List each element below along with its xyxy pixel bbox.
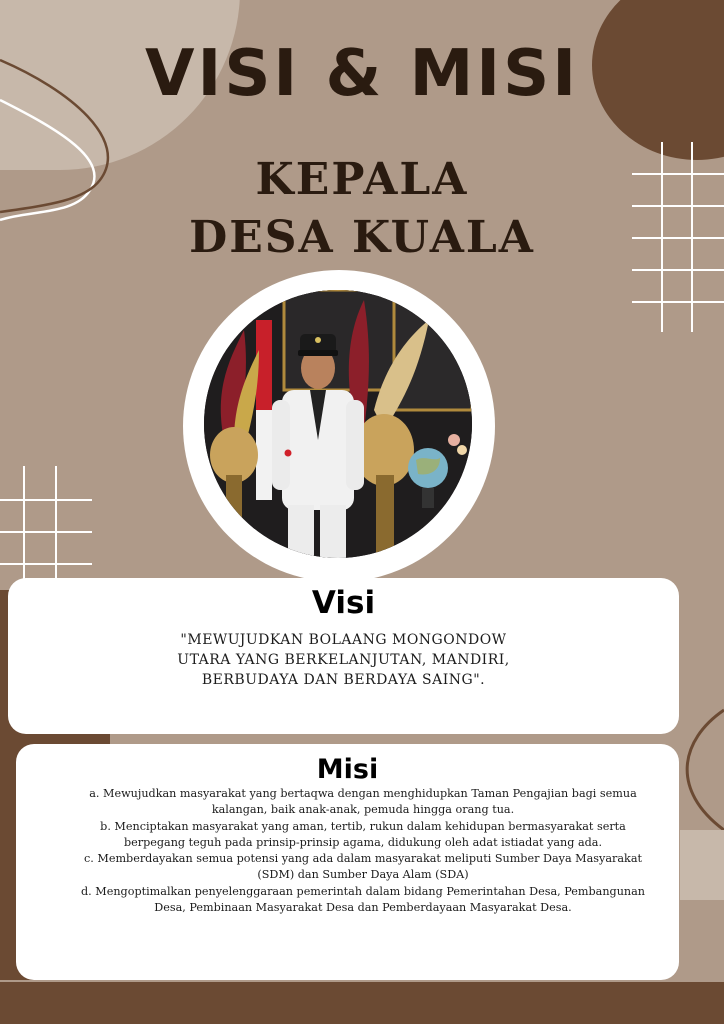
misi-item: d. Mengoptimalkan penyelenggaraan pemerintah dalam bidang Pemerintahan Desa, Pembangunan Desa, Pembinaan Masyarakat Desa dan Pemberdayaan Masyarakat Desa. xyxy=(81,884,645,915)
visi-line: UTARA YANG BERKELANJUTAN, MANDIRI, xyxy=(177,652,510,668)
misi-item: a. Mewujudkan masyarakat yang bertaqwa dengan menghidupkan Taman Pengajian bagi semua kalangan, baik anak-anak, pemuda hingga orang tua. xyxy=(89,787,637,817)
misi-card xyxy=(16,744,679,980)
misi-list xyxy=(68,786,658,916)
decor-band-bottom xyxy=(0,982,724,1024)
visi-line: "MEWUJUDKAN BOLAANG MONGONDOW xyxy=(180,632,507,648)
misi-item: c. Memberdayakan semua potensi yang ada dalam masyarakat meliputi Sumber Daya Masyarakat (SDM) dan Sumber Daya Alam (SDA) xyxy=(83,852,642,882)
portrait-photo xyxy=(204,290,472,558)
portrait-illustration xyxy=(204,290,472,558)
visi-line: BERBUDAYA DAN BERDAYA SAING". xyxy=(201,672,486,688)
subtitle-line-2: DESA KUALA xyxy=(189,212,535,263)
visi-card xyxy=(8,578,679,734)
visi-statement xyxy=(8,630,679,690)
page-title: VISI & MISI xyxy=(144,37,580,111)
visi-heading: Visi xyxy=(311,585,376,621)
subtitle-line-1: KEPALA xyxy=(255,154,469,205)
misi-heading: Misi xyxy=(316,754,379,785)
misi-item: b. Menciptakan masyarakat yang aman, tertib, rukun dalam kehidupan bermasyarakat serta berpegang teguh pada prinsip-prinsip agama, didukung oleh adat istiadat yang ada. xyxy=(100,819,626,849)
decor-grid-left xyxy=(0,466,92,596)
